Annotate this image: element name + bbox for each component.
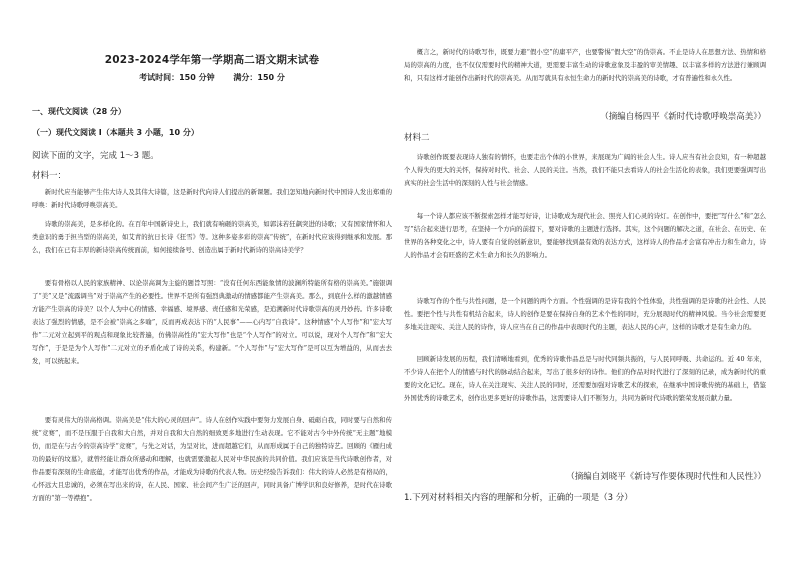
material1-paragraph: 诗歌的崇高美，是多样化的。在百年中国新诗史上，我们就有响砸的崇高美，如郭沫若狂飙突进的诗歌；又有国家情怀和人类意识的勇于担当型的崇高美，如艾青的抗日长诗《狂雪》等。这种多姿多彩的崇高“传统”，在新时代应该得到继承和发展。那么，我们在已有丰厚的新诗崇高传统面前，如何接续备号、创造出属于新时代新诗的崇高诗美学？	[32, 220, 392, 254]
material1-paragraph: 新时代应当能够产生伟大诗人及其伟大诗篇，这是新时代向诗人们提出的新课题。我们怎知地向新时代中国诗人发出郑重的呼唤：新时代诗歌呼唤崇高美。	[32, 188, 392, 209]
material2-paragraph: 诗歌创作既要表现诗人独有的情怀，也要走出个体的小世界，来展现为广阔的社会人生。诗人应当有社会良知，有一种超越个人得失的更大的关怀，保持对时代、社会、人民的关注。当然，我们不能只去看诗人的社会生活化的表象，我们更要强调写出真实的社会生活中的深刻的人性与社会情感。	[404, 153, 766, 187]
material2-paragraph: 每一个诗人都应该不断探索怎样才能写好诗，让诗歌成为现代社会、照亮人们心灵的诗灯。在创作中，要把“写什么”和“怎么写”结合起来进行思考，在坚持一个方向的前提下，要对诗歌的主题进行选择。其实，这个问题的解决之道，在社会、在历史、在世界的各种变化之中，诗人要有自觉的创新意识，要能够找到最有效的表达方式，这样诗人的作品才会富有冲击力和生命力，诗人的作品才会有旺盛的艺术生命力和长久的影响力。	[404, 212, 766, 259]
conclusion-paragraph: 概言之，新时代的诗歌写作，既要力避“假小空”的庸平产，也要警惕“假大空”的伪崇高。不止是诗人在思想方法、热情和格局的崇高的力度，也不仅仅需要时代的精神大道，更需要丰富生动的诗歌意象及丰盈的审美情趣、以丰富多样的方法进行兼顾调和，只有这样才能创作出新时代的崇高美。从而写就具有永恒生命力的新时代的崇高美的诗歌，才有普遍性和永久性。	[404, 48, 766, 82]
material1-label: 材料一：	[32, 171, 67, 181]
question-1: 1.下列对材料相关内容的理解和分析，正确的一项是（3 分）	[404, 493, 633, 503]
instruction: 阅读下面的文字，完成 1～3 题。	[32, 151, 159, 161]
exam-title: 2023-2024学年第一学期高二语文期末试卷	[104, 54, 320, 66]
section-heading: 一、现代文阅读（28 分）	[32, 107, 126, 116]
source-citation: （摘编自刘晓平《新诗写作要体现时代性和人民性》）	[566, 472, 766, 482]
material2-label: 材料二	[404, 133, 430, 143]
material1-paragraph: 要有灵伟大的崇高格调。崇高美是“伟大的心灵的回声”。诗人在创作实践中要努力发展自身、砥砺自我，同时要与自然和传统“竞赛”，而不是压服于自我和大自然，并对自我和大自然的细致更多地进行生动表现。它不能对古今中外传统“无主题”地模仿，而是在与古今的崇高诗学“竞赛”，与先之对话，为呈对比，进而超越它们，从而形成属于自己的独特诗艺。回顾的《雁归成功的最好的坟墓》，就曾经能让群众所感动和理解，也就需要激起人民对中华民族的共同价值。我们应该是当代诗歌创作者，对作品要有深刻的生命底蕴，才能写出优秀的作品，才能成为诗歌的代表人物。历史经验告诉我们：伟大的诗人必然是有格局的，心怀远大且忠诚的，必须在写出来的诗，在人民、国家、社会间产生广泛的回声，同时具备广博学识和良好修养，是时代在诗歌方面的“第一等襟抱”。	[32, 416, 392, 502]
material2-paragraph: 诗歌写作的个性与共性问题，是一个问题的两个方面。个性强调的是诗有我的个性体验，共性强调的是诗歌的社会性、人民性。要把个性与共性有机结合起来，诗人的创作是要在保持自身的艺术个性的同时，充分展现时代的精神风貌。当今社会需要更多地关注现实、关注人民的诗作，诗人应当在自己的作品中表现时代的主题，表达人民的心声，这样的诗歌才是有生命力的。	[404, 297, 766, 331]
section-subheading: （一）现代文阅读 I（本题共 3 小题，10 分）	[32, 128, 199, 137]
exam-time: 考试时间：150 分钟	[139, 73, 215, 82]
material2-paragraph: 回顾新诗发展的历程，我们清晰地看到，优秀的诗歌作品总是与时代同频共振的，与人民同呼吸、共命运的。近 40 年来，不少诗人在把个人的情感与时代的脉动结合起来，写出了很多好的诗作。他们的作品对时代进行了深刻的记录，成为新时代的重要的文化记忆。现在，诗人在关注现实、关注人民的同时，还需要加强对诗歌艺术的探索，在继承中国诗歌传统的基础上，借鉴外国优秀的诗歌艺术，创作出更多更好的诗歌作品，这需要诗人们不断努力，共同为新时代诗歌的繁荣发展贡献力量。	[404, 355, 766, 402]
exam-score: 满分：150 分	[233, 73, 285, 82]
material1-paragraph: 要有骨格以人民的家族精神、以论崇高调为主旋的题旨写照：“没有任何东西能象情的波澜所特能所有格的崇高美。”施银调了“美”又是“流露调当”对于崇高产生的必要性。世界不是所有强烈典激动的情感都能产生崇高美。那么，到底什么样的激越情感方能产生崇高的诗美？以个人为中心的情感、幸福感、境界感、责任感和光荣感，是追溯新时代诗歌崇高的灵丹妙药。许多诗歌表达了强烈的情感，是不会被“崇高之多喻”，反而再成表达下的“人民事”——心内写“自我诗”。这种情感“个人写作”和“宏大写作”二元对立起到平的观点和现象比较普遍，仿佛崇高性的“宏大写作”也是“个人写作”的对立。可以说，现对个人写作”和“宏大写作”，于是是为个人写作”二元对立的矛盾化成了诗的关系，构建新。“个人写作”与“宏大写作”是可以互为增益的，从而去去发，可以统起来。	[32, 279, 392, 365]
exam-info	[32, 72, 392, 83]
source-citation: （摘编自杨四平《新时代诗歌呼唤崇高美》）	[600, 112, 766, 122]
